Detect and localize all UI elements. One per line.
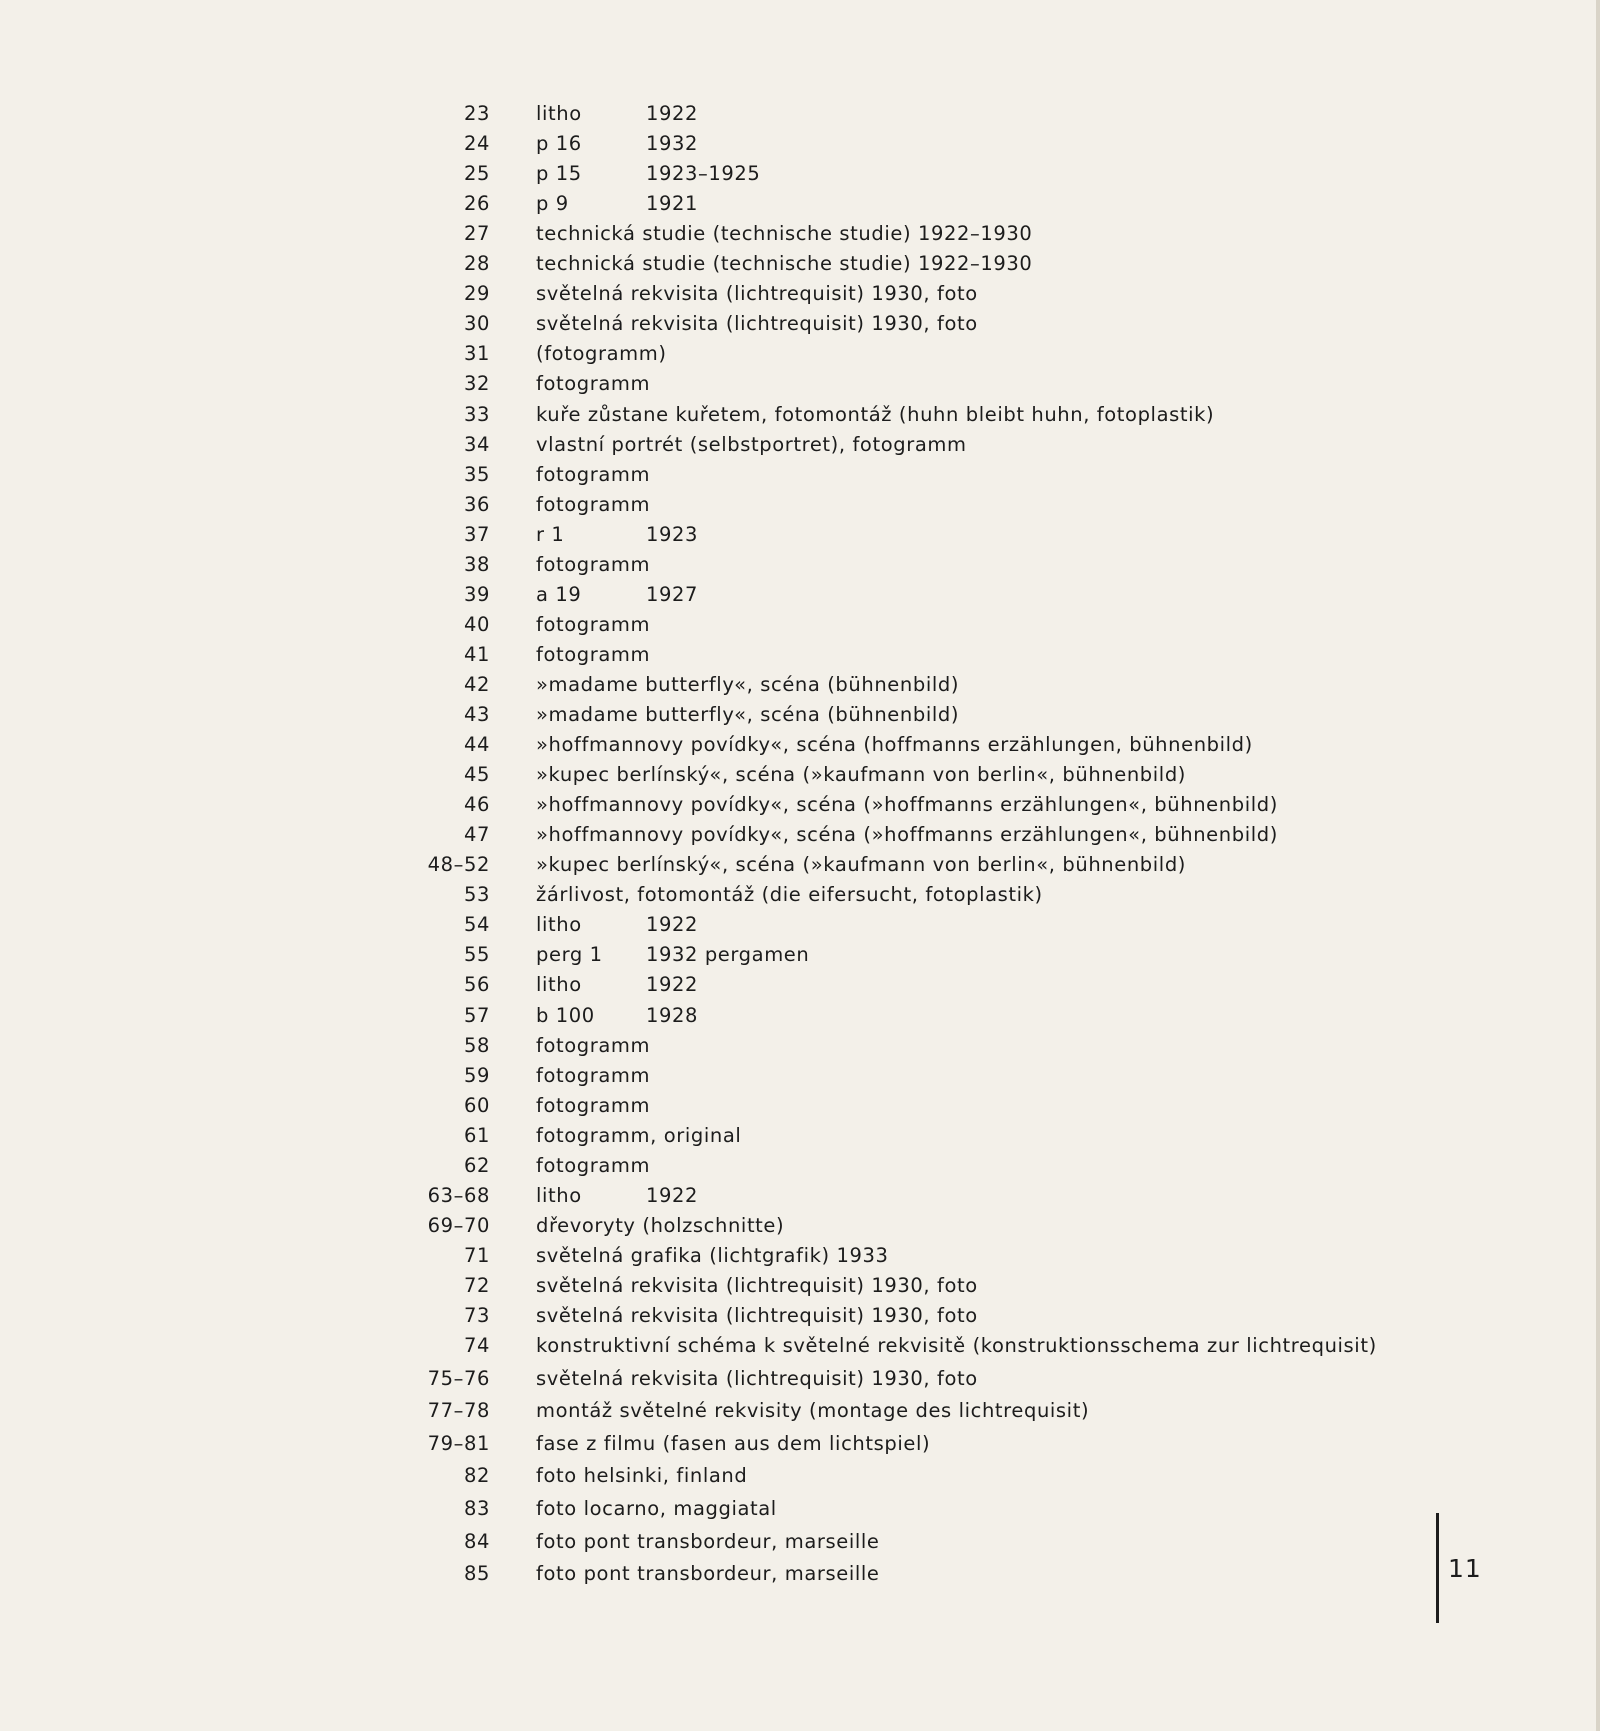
item-description: fotogramm (536, 552, 651, 576)
list-item (0, 880, 1600, 910)
item-description: »kupec berlínský«, scéna (»kaufmann von berlin«, bühnenbild) (536, 853, 1187, 877)
item-description: žárlivost, fotomontáž (die eifersucht, fotoplastik) (536, 883, 1043, 907)
list-item (0, 1091, 1600, 1121)
item-number: 39 (463, 582, 490, 606)
item-description: »hoffmannovy povídky«, scéna (»hoffmanns erzählungen«, bühnenbild) (536, 793, 1278, 817)
list-item (0, 1461, 1600, 1491)
list-item (0, 760, 1600, 790)
item-year: 1922 (646, 973, 699, 997)
item-year: 1927 (646, 582, 699, 606)
item-number: 44 (463, 733, 490, 757)
item-number: 23 (463, 102, 490, 125)
list-item (0, 910, 1600, 940)
list-item (0, 369, 1600, 399)
item-description: technická studie (technische studie) 1922–1930 (536, 222, 1033, 246)
item-description: světelná rekvisita (lichtrequisit) 1930, foto (536, 282, 978, 306)
item-number: 45 (463, 763, 490, 787)
list-item (0, 1396, 1600, 1426)
item-number: 28 (463, 252, 490, 276)
item-description: »hoffmannovy povídky«, scéna (»hoffmanns erzählungen«, bühnenbild) (536, 823, 1278, 847)
item-number: 79–81 (427, 1431, 490, 1455)
item-number: 57 (463, 1003, 490, 1027)
item-description: konstruktivní schéma k světelné rekvisitě (konstruktionsschema zur lichtrequisit) (536, 1334, 1377, 1358)
item-description: světelná grafika (lichtgrafik) 1933 (536, 1243, 889, 1267)
item-number: 32 (463, 372, 490, 396)
item-number: 46 (463, 793, 490, 817)
list-item (0, 670, 1600, 700)
item-number: 38 (463, 552, 490, 576)
item-number: 26 (463, 192, 490, 216)
item-year: 1932 pergamen (646, 943, 810, 967)
list-item (0, 279, 1600, 309)
item-description: »kupec berlínský«, scéna (»kaufmann von berlin«, bühnenbild) (536, 763, 1187, 787)
item-number: 24 (463, 132, 490, 156)
item-number: 72 (463, 1273, 490, 1297)
item-number: 82 (463, 1464, 490, 1488)
item-code: p 15 (536, 162, 582, 186)
item-number: 53 (463, 883, 490, 907)
list-item (0, 1494, 1600, 1524)
item-year: 1921 (646, 192, 699, 216)
list-item (0, 550, 1600, 580)
list-item (0, 1121, 1600, 1151)
item-description: vlastní portrét (selbstportret), fotogramm (536, 432, 967, 456)
list-item (0, 159, 1600, 189)
item-number: 43 (463, 703, 490, 726)
item-number: 74 (463, 1334, 490, 1358)
item-number: 54 (463, 913, 490, 937)
list-item (0, 309, 1600, 339)
item-code: r 1 (536, 522, 565, 546)
item-number: 55 (463, 943, 490, 967)
item-description: technická studie (technische studie) 1922–1930 (536, 252, 1033, 276)
item-number: 33 (463, 402, 490, 426)
list-item (0, 400, 1600, 430)
list-item (0, 339, 1600, 369)
list-item (0, 610, 1600, 640)
list-item (0, 580, 1600, 610)
item-number: 61 (463, 1123, 490, 1147)
page-number: 11 (1448, 1554, 1482, 1583)
item-number: 27 (463, 222, 490, 246)
list-item (0, 189, 1600, 219)
item-description: kuře zůstane kuřetem, fotomontáž (huhn bleibt huhn, fotoplastik) (536, 402, 1215, 426)
list-item (0, 970, 1600, 1000)
item-code: litho (536, 913, 582, 937)
item-number: 77–78 (427, 1399, 490, 1423)
item-number: 73 (463, 1304, 490, 1327)
list-item (0, 430, 1600, 460)
list-item (0, 730, 1600, 760)
item-description: »hoffmannovy povídky«, scéna (hoffmanns erzählungen, bühnenbild) (536, 733, 1253, 757)
list-item (0, 1061, 1600, 1091)
item-code: b 100 (536, 1003, 595, 1027)
item-code: perg 1 (536, 943, 603, 967)
item-number: 62 (463, 1153, 490, 1177)
item-code: litho (536, 102, 582, 125)
list-item (0, 1151, 1600, 1181)
item-code: p 9 (536, 192, 569, 216)
item-description: fotogramm (536, 1033, 651, 1057)
item-code: a 19 (536, 582, 582, 606)
item-number: 83 (463, 1497, 490, 1521)
item-number: 47 (463, 823, 490, 847)
item-number: 63–68 (427, 1183, 490, 1207)
item-number: 48–52 (427, 853, 490, 877)
item-number: 37 (463, 522, 490, 546)
list-item (0, 219, 1600, 249)
item-description: fase z filmu (fasen aus dem lichtspiel) (536, 1431, 931, 1455)
list-item (0, 1031, 1600, 1061)
item-number: 59 (463, 1063, 490, 1087)
item-description: foto pont transbordeur, marseille (536, 1562, 880, 1586)
item-year: 1922 (646, 1183, 699, 1207)
list-item (0, 129, 1600, 159)
item-year: 1928 (646, 1003, 699, 1027)
item-description: montáž světelné rekvisity (montage des lichtrequisit) (536, 1399, 1090, 1423)
item-number: 71 (463, 1243, 490, 1267)
list-item (0, 1527, 1600, 1557)
list-item (0, 640, 1600, 670)
item-description: světelná rekvisita (lichtrequisit) 1930, foto (536, 312, 978, 336)
item-number: 29 (463, 282, 490, 306)
item-description: fotogramm (536, 372, 651, 396)
item-code: litho (536, 1183, 582, 1207)
item-year: 1923 (646, 522, 699, 546)
item-code: p 16 (536, 132, 582, 156)
item-description: dřevoryty (holzschnitte) (536, 1213, 785, 1237)
item-number: 58 (463, 1033, 490, 1057)
item-number: 56 (463, 973, 490, 997)
item-description: fotogramm (536, 492, 651, 516)
list-item (0, 700, 1600, 730)
list-item (0, 460, 1600, 490)
item-number: 85 (463, 1562, 490, 1586)
list-item (0, 1331, 1600, 1361)
list-item (0, 1301, 1600, 1331)
item-description: fotogramm, original (536, 1123, 742, 1147)
item-year: 1922 (646, 913, 699, 937)
item-description: foto locarno, maggiatal (536, 1497, 777, 1521)
list-item (0, 1181, 1600, 1211)
list-item (0, 1559, 1600, 1589)
item-description: »madame butterfly«, scéna (bühnenbild) (536, 703, 960, 726)
item-description: fotogramm (536, 642, 651, 666)
item-description: fotogramm (536, 462, 651, 486)
item-description: světelná rekvisita (lichtrequisit) 1930, foto (536, 1366, 978, 1390)
item-number: 41 (463, 642, 490, 666)
list-item (0, 520, 1600, 550)
item-description: »madame butterfly«, scéna (bühnenbild) (536, 672, 960, 696)
item-description: fotogramm (536, 1153, 651, 1177)
item-description: fotogramm (536, 1063, 651, 1087)
list-item (0, 790, 1600, 820)
list-item (0, 1241, 1600, 1271)
list-item (0, 1364, 1600, 1394)
list-item (0, 850, 1600, 880)
item-number: 35 (463, 462, 490, 486)
item-year: 1922 (646, 102, 699, 125)
item-description: fotogramm (536, 1093, 651, 1117)
item-number: 75–76 (427, 1366, 490, 1390)
item-description: foto pont transbordeur, marseille (536, 1529, 880, 1553)
item-year: 1923–1925 (646, 162, 761, 186)
page-number-rule (1436, 1513, 1439, 1623)
item-description: světelná rekvisita (lichtrequisit) 1930, foto (536, 1304, 978, 1327)
item-number: 40 (463, 612, 490, 636)
item-description: foto helsinki, finland (536, 1464, 748, 1488)
item-number: 34 (463, 432, 490, 456)
list-item (0, 1429, 1600, 1459)
list-item (0, 1271, 1600, 1301)
list-item (0, 249, 1600, 279)
item-code: litho (536, 973, 582, 997)
item-description: (fotogramm) (536, 342, 667, 366)
item-number: 69–70 (427, 1213, 490, 1237)
item-description: fotogramm (536, 612, 651, 636)
list-item (0, 820, 1600, 850)
item-year: 1932 (646, 132, 699, 156)
item-number: 42 (463, 672, 490, 696)
list-item (0, 490, 1600, 520)
item-number: 30 (463, 312, 490, 336)
list-item (0, 99, 1600, 129)
item-number: 36 (463, 492, 490, 516)
item-number: 84 (463, 1529, 490, 1553)
item-number: 31 (463, 342, 490, 366)
item-number: 60 (463, 1093, 490, 1117)
list-item (0, 1211, 1600, 1241)
item-description: světelná rekvisita (lichtrequisit) 1930, foto (536, 1273, 978, 1297)
item-number: 25 (463, 162, 490, 186)
list-item (0, 1001, 1600, 1031)
list-item (0, 940, 1600, 970)
